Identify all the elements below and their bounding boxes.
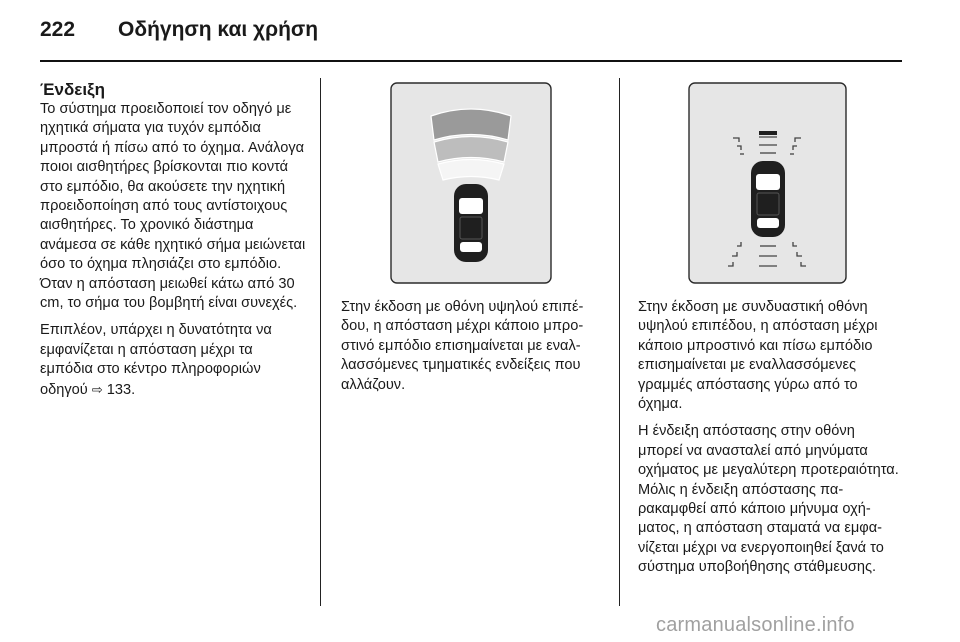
combined-sensor-display-figure <box>629 80 901 286</box>
body-paragraph: Η ένδειξη απόστασης στην οθόνη μπορεί να ανασταλεί από μηνύματα οχήματος με μεγαλύτερη προτεραιότητα. Μόλις η ένδειξη απόστασης παρακαμφθεί από κάποιο μήνυμα οχήματος, η απόσταση σταματά να εμφανίζεται μέχρι να ενεργοποιηθεί ξανά το σύστημα υποβοήθησης στάθμευσης. <box>638 423 899 576</box>
distance-zone-near <box>438 160 504 181</box>
page-number: 222 <box>40 18 76 41</box>
chapter-title: Οδήγηση και χρήση <box>118 18 319 41</box>
column-1 <box>40 80 308 408</box>
front-sensor-display-svg <box>336 80 608 286</box>
front-sensor-display-figure <box>336 80 608 286</box>
page-reference-arrow-icon: ⇨ <box>91 381 103 397</box>
car-top-view-icon <box>454 184 488 262</box>
column-divider-1 <box>320 78 321 606</box>
watermark-text: carmanualsonline.info <box>656 614 855 636</box>
body-paragraph: Το σύστημα προειδοποιεί τον οδηγό με ηχητικά σήματα για τυχόν εμπόδια μπροστά ή πίσω από το όχημα. Ανάλογα ποιοι αισθητήρες βρίσκονται πιο κοντά στο εμπόδιο, θα ακούσετε την ηχητική προειδοποίηση από τους αντίστοιχους αισθητήρες. Το χρονικό διάστημα ανάμεσα σε κάθε ηχητικό σήμα μειώνεται όσο το όχημα πλησιάζει στο εμπόδιο. Όταν η απόσταση μειωθεί κάτω από 30 cm, το σήμα του βομβητή είναι συνεχές. <box>40 101 306 312</box>
body-text: Επιπλέον, υπάρχει η δυνατότητα να εμφανίζεται η απόσταση μέχρι τα εμπόδια στο κέντρο πληροφοριών οδηγού <box>40 322 272 398</box>
page-reference-link[interactable]: 133. <box>106 381 136 398</box>
column-divider-2 <box>619 78 620 606</box>
figure-caption: Στην έκδοση με συνδυαστική οθόνη υψηλού επιπέδου, η απόσταση μέχρι κάποιο μπροστινό και πίσω εμπόδιο επισημαίνεται με εναλλασσόμενες γραμμές απόστασης γύρω από το όχημα. <box>638 299 878 413</box>
combined-sensor-display-svg <box>629 80 901 286</box>
section-heading: Ένδειξη <box>40 80 106 99</box>
column-3 <box>638 298 902 586</box>
front-active-distance-bar <box>759 131 777 135</box>
body-paragraph <box>40 321 308 400</box>
car-top-view-icon <box>751 161 785 237</box>
figure-caption: Στην έκδοση με οθόνη υψηλού επιπέδου, η απόσταση μέχρι κάποιο μπροστινό εμπόδιο επισημαίνεται με εναλλασσόμενες τμηματικές ενδείξεις που αλλάζουν. <box>341 299 584 393</box>
column-2 <box>341 298 603 403</box>
header-rule <box>40 60 902 62</box>
